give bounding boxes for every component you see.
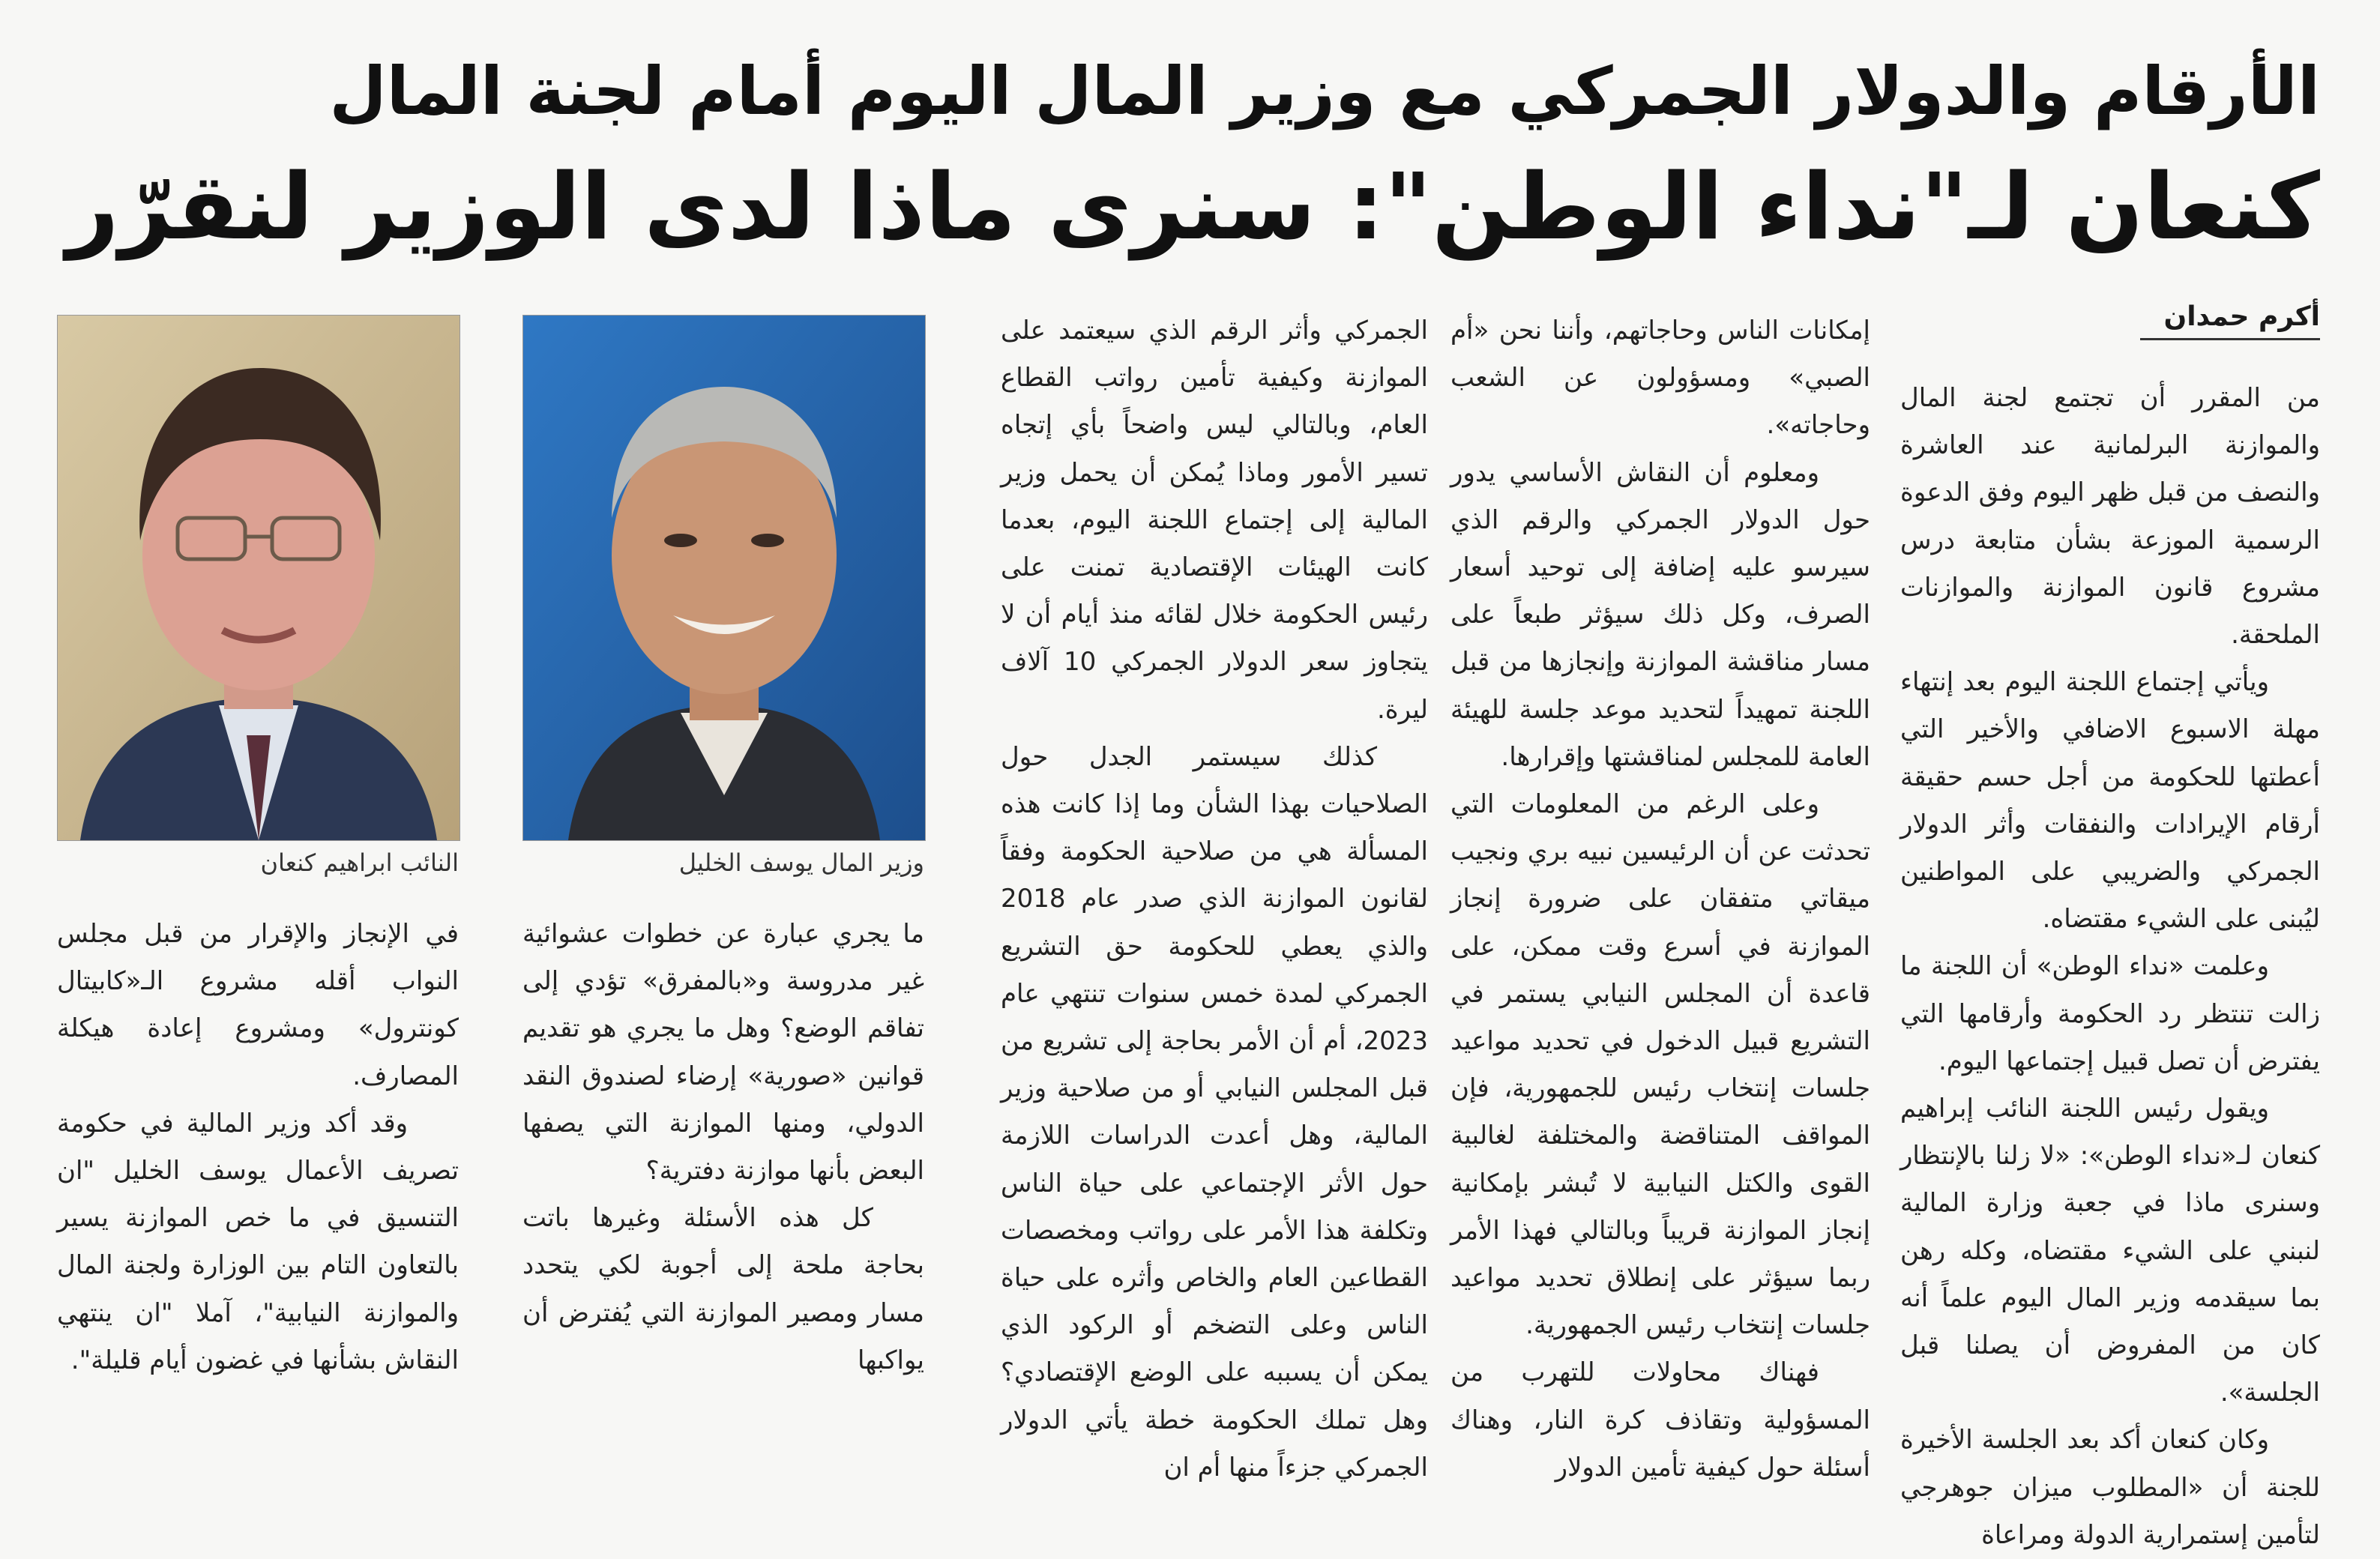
byline: أكرم حمدان	[2140, 301, 2320, 340]
paragraph: كذلك سيستمر الجدل حول الصلاحيات بهذا الشأن وما إذا كانت هذه المسألة هي من صلاحية الحكومة وفقاً لقانون الموازنة الذي صدر عام 2018 والذي يعطي للحكومة حق التشريع الجمركي لمدة خمس سنوات تنتهي عام 2023، أم أن الأمر بحاجة إلى تشريع من قبل المجلس النيابي أو من صلاحية وزير المالية، وهل أعدت الدراسات اللازمة حول الأثر الإجتماعي على حياة الناس وتكلفة هذا الأمر على رواتب ومخصصات القطاعين العام والخاص وأثره على حياة الناس وعلى التضخم أو الركود الذي يمكن أن يسببه على الوضع الإقتصادي؟ وهل تملك الحكومة خطة يأتي الدولار الجمركي جزءاً منها أم ان	[1001, 741, 1428, 1483]
paragraph: كل هذه الأسئلة وغيرها باتت بحاجة ملحة إلى أجوبة لكي يتحدد مسار ومصير الموازنة التي يُفترض أن يواكبها	[522, 1203, 924, 1375]
minister-photo	[522, 315, 926, 841]
article-column-5	[57, 911, 459, 1384]
mp-photo	[57, 315, 460, 841]
paragraph: من المقرر أن تجتمع لجنة المال والموازنة البرلمانية عند العاشرة والنصف من قبل ظهر اليوم وفق الدعوة الرسمية الموزعة بشأن متابعة درس مشروع قانون الموازنة والموازنات الملحقة.	[1900, 383, 2320, 651]
paragraph: وكان كنعان أكد بعد الجلسة الأخيرة للجنة أن «المطلوب ميزان جوهرجي لتأمين إستمرارية الدولة ومراعاة	[1900, 1425, 2320, 1550]
article-column-3	[1001, 307, 1428, 1492]
article-title: كنعان لـ"نداء الوطن": سنرى ماذا لدى الوزير لنقرّر	[66, 154, 2320, 260]
article-column-1	[1900, 375, 2320, 1559]
paragraph: ويقول رئيس اللجنة النائب إبراهيم كنعان لـ«نداء الوطن»: «لا زلنا بالإنتظار وسنرى ماذا في جعبة وزارة المالية لنبني على الشيء مقتضاه، وكله رهن بما سيقدمه وزير المال اليوم علماً أنه كان من المفروض أن يصلنا قبل الجلسة».	[1900, 1094, 2320, 1408]
minister-photo-caption: وزير المال يوسف الخليل	[678, 848, 924, 877]
paragraph: وقد أكد وزير المالية في حكومة تصريف الأعمال يوسف الخليل "ان التنسيق في ما خص الموازنة يسير بالتعاون التام بين الوزارة ولجنة المال والموازنة النيابية"، آملا "ان ينتهي النقاش بشأنها في غضون أيام قليلة".	[57, 1108, 459, 1375]
paragraph: وعلى الرغم من المعلومات التي تحدثت عن أن الرئيسين نبيه بري ونجيب ميقاتي متفقان على ضرورة إنجاز الموازنة في أسرع وقت ممكن، على قاعدة أن المجلس النيابي يستمر في التشريع قبيل الدخول في تحديد مواعيد جلسات إنتخاب رئيس للجمهورية، فإن المواقف المتناقضة والمختلفة لغالبية القوى والكتل النيابية لا تُبشر بإمكانية إنجاز الموازنة قريباً وبالتالي فهذا الأمر ربما سيؤثر على إنطلاق تحديد مواعيد جلسات إنتخاب رئيس الجمهورية.	[1450, 789, 1870, 1341]
paragraph: الجمركي وأثر الرقم الذي سيعتمد على الموازنة وكيفية تأمين رواتب القطاع العام، وبالتالي ليس واضحاً بأي إتجاه تسير الأمور وماذا يُمكن أن يحمل وزير المالية إلى إجتماع اللجنة اليوم، بعدما كانت الهيئات الإقتصادية تمنت على رئيس الحكومة خلال لقائه منذ أيام أن لا يتجاوز سعر الدولار الجمركي 10 آلاف ليرة.	[1001, 316, 1429, 725]
paragraph: فهناك محاولات للتهرب من المسؤولية وتقاذف كرة النار، وهناك أسئلة حول كيفية تأمين الدولار	[1450, 1357, 1870, 1483]
article-column-2	[1450, 307, 1870, 1492]
portrait-youssef-khalil-image	[523, 316, 925, 840]
paragraph: في الإنجاز والإقرار من قبل مجلس النواب أقله مشروع الـ«كابيتال كونترول» ومشروع إعادة هيكلة المصارف.	[57, 919, 459, 1091]
portrait-ibrahim-kanaan-image	[58, 316, 460, 840]
article-column-4	[522, 911, 924, 1384]
paragraph: ويأتي إجتماع اللجنة اليوم بعد إنتهاء مهلة الاسبوع الاضافي والأخير التي أعطتها للحكومة من أجل حسم حقيقة أرقام الإيرادات والنفقات وأثر الدولار الجمركي والضريبي على المواطنين ليُبنى على الشيء مقتضاه.	[1900, 667, 2320, 935]
paragraph: وعلمت «نداء الوطن» أن اللجنة ما زالت تنتظر رد الحكومة وأرقامها التي يفترض أن تصل قبيل إجتماعها اليوم.	[1900, 951, 2320, 1076]
paragraph: إمكانات الناس وحاجاتهم، وأننا نحن «أم الصبي» ومسؤولون عن الشعب وحاجاته».	[1450, 316, 1870, 441]
paragraph: ما يجري عبارة عن خطوات عشوائية غير مدروسة و«بالمفرق» تؤدي إلى تفاقم الوضع؟ وهل ما يجري هو تقديم قوانين «صورية» إرضاء لصندوق النقد الدولي، ومنها الموازنة التي يصفها البعض بأنها موازنة دفترية؟	[522, 919, 924, 1186]
mp-photo-caption: النائب ابراهيم كنعان	[260, 848, 459, 877]
paragraph: ومعلوم أن النقاش الأساسي يدور حول الدولار الجمركي والرقم الذي سيرسو عليه إضافة إلى توحيد أسعار الصرف، وكل ذلك سيؤثر طبعاً على مسار مناقشة الموازنة وإنجازها من قبل اللجنة تمهيداً لتحديد موعد جلسة للهيئة العامة للمجلس لمناقشتها وإقرارها.	[1450, 457, 1870, 772]
article-kicker: الأرقام والدولار الجمركي مع وزير المال اليوم أمام لجنة المال	[329, 52, 2320, 130]
